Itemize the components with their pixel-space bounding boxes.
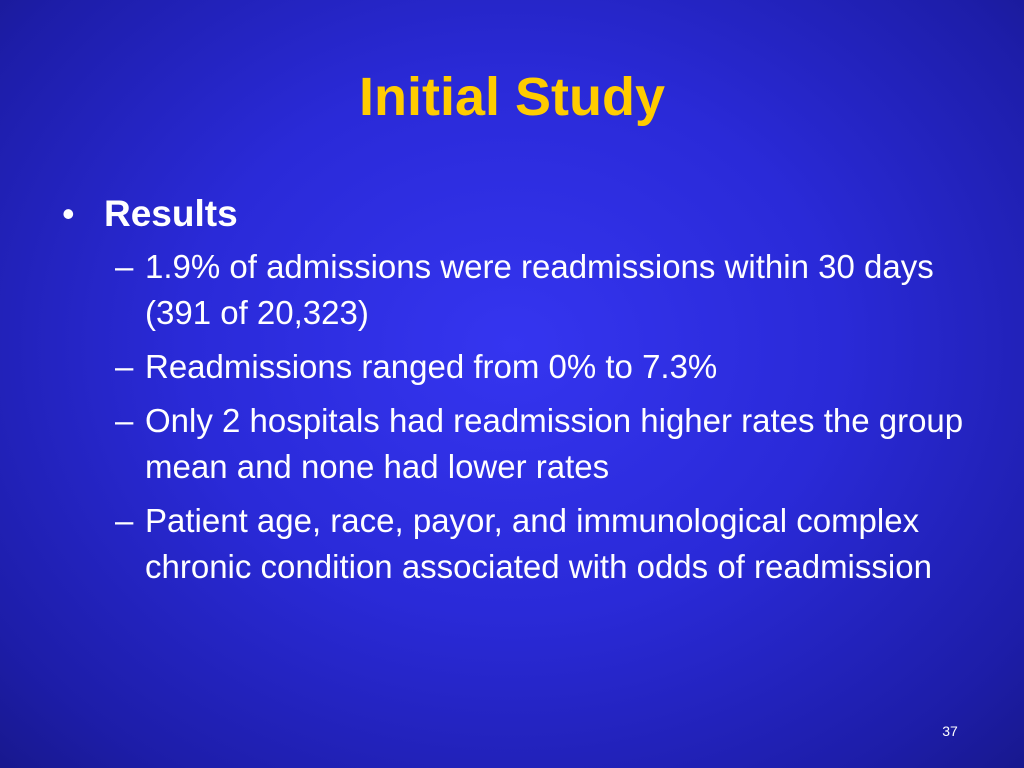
sub-bullet-item (115, 244, 975, 336)
dash-marker: – (115, 248, 134, 285)
bullet-marker: • (62, 193, 75, 234)
slide-content (60, 190, 980, 598)
sub-bullet-item (115, 344, 975, 390)
sub-bullet-item (115, 398, 975, 490)
sub-bullet-text: Readmissions ranged from 0% to 7.3% (145, 348, 718, 385)
sub-bullet-text: 1.9% of admissions were readmissions within 30 days (391 of 20,323) (145, 248, 934, 331)
bullet-results (60, 190, 980, 238)
dash-marker: – (115, 402, 134, 439)
sub-bullet-item (115, 498, 975, 590)
sub-bullet-text: Patient age, race, payor, and immunological complex chronic condition associated with odds of readmission (145, 502, 932, 585)
dash-marker: – (115, 502, 134, 539)
dash-marker: – (115, 348, 134, 385)
page-number: 37 (942, 723, 958, 739)
slide-title: Initial Study (358, 67, 666, 127)
sub-bullet-text: Only 2 hospitals had readmission higher rates the group mean and none had lower rates (145, 402, 964, 485)
sub-bullet-list (115, 244, 975, 590)
bullet-label: Results (104, 193, 238, 234)
